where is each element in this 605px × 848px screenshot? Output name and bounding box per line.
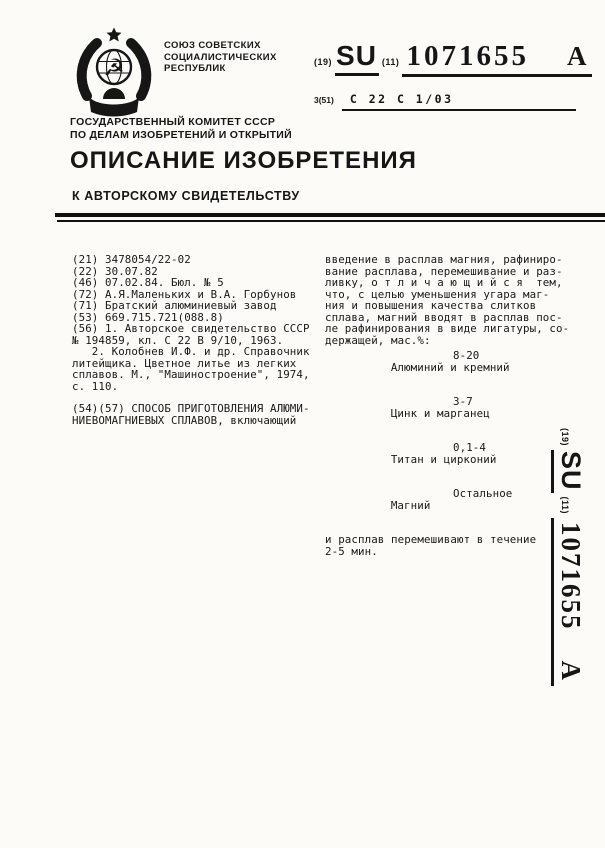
biblio-line: (22) 30.07.82 [72,264,158,278]
wreath-left [82,43,97,96]
composition-component: Титан и цирконий [390,452,497,466]
country-code-prefix: (19) [314,57,333,67]
composition-row [325,442,567,488]
page-subtitle: К АВТОРСКОМУ СВИДЕТЕЛЬСТВУ [72,189,300,203]
composition-row [325,350,567,396]
hammer-and-sickle-icon: ☭ [103,54,125,82]
claim-line: ле рафинирования в виде лигатуры, со- [325,322,570,335]
star-icon [106,28,121,42]
composition-component: Магний [390,498,431,512]
biblio-line: (46) 07.02.84. Бюл. № 5 [72,276,224,289]
divider-rule-thin [57,220,605,222]
composition-amount: 3-7 [453,395,473,408]
composition-component: Цинк и марганец [390,406,490,420]
biblio-line: (56) 1. Авторское свидетельство СССР [72,322,310,335]
biblio-line: сплавов. М., "Машиностроение", 1974, [72,368,310,381]
composition-row [325,396,567,442]
biblio-line: 2. Колобнев И.Ф. и др. Справочник [72,345,310,358]
composition-component: Алюминий и кремний [390,360,510,374]
kind-code: A [556,660,586,681]
doc-number: 1071655 [406,40,529,72]
composition-amount: Остальное [453,487,513,500]
claim-line: сплава, магний вводят в расплав пос- [325,310,563,324]
closing-line: и расплав перемешивают в течение [325,533,537,546]
biblio-line: № 194859, кл. С 22 В 9/10, 1963. [72,333,284,347]
ussr-coat-of-arms [72,26,156,120]
committee-line: ГОСУДАРСТВЕННЫЙ КОМИТЕТ СССР [70,116,276,128]
closing-line: 2-5 мин. [325,544,378,558]
union-name-line: СОЮЗ СОВЕТСКИХ [164,40,261,51]
union-name-line: РЕСПУБЛИК [164,63,226,74]
biblio-line: (72) А.Я.Маленьких и В.А. Горбунов [72,287,297,301]
claim-column [325,253,570,558]
sun-rays [103,88,125,99]
ipc-classification [314,92,576,111]
country-code: SU [551,450,586,493]
biblio-line: (71) Братский алюминиевый завод [72,299,277,312]
ribbon [89,97,139,117]
country-code-prefix: (19) [560,428,570,447]
doc-number: 1071655 [556,522,586,631]
composition-amount: 8-20 [453,349,480,362]
claim-line: ния и повышения качества слитков [325,299,537,312]
claim-title [72,403,324,426]
claim-title-line: (54)(57) СПОСОБ ПРИГОТОВЛЕНИЯ АЛЮМИ- [72,402,310,415]
union-name-line: СОЦИАЛИСТИЧЕСКИХ [164,51,277,63]
claim-line: что, с целью уменьшения угара маг- [325,287,550,301]
doc-number-group [402,40,592,77]
biblio-line: (21) 3478054/22-02 [72,253,191,266]
union-name [164,40,277,75]
biblio-line: (53) 669.715.721(088.8) [72,310,224,324]
country-code: SU [335,40,379,76]
kind-code: A [566,41,587,71]
claim-line: вание расплава, перемешивание и раз- [325,264,563,278]
composition-amount: 0,1-4 [453,441,487,454]
composition-row [325,488,567,534]
claim-line: ливку, о т л и ч а ю щ и й с я тем, [325,276,563,289]
publication-id [314,40,592,77]
ipc-code: С 22 С 1/03 [342,92,576,111]
claim-line: держащей, мас.%: [325,333,431,347]
doc-number-prefix: (11) [381,57,400,67]
claim-title-line: НИЕВОМАГНИЕВЫХ СПЛАВОВ, включающий [72,413,297,427]
ipc-prefix: 3(51) [314,95,334,105]
claim-line: введение в расплав магния, рафиниро- [325,253,563,266]
committee-line: ПО ДЕЛАМ ИЗОБРЕТЕНИЙ И ОТКРЫТИЙ [70,128,292,141]
ussr-coat-of-arms-graphic [72,26,156,120]
doc-number-group [551,518,586,686]
bibliographic-column [72,254,324,426]
side-doc-id [540,428,586,681]
committee-name [70,116,292,141]
doc-number-prefix: (11) [560,496,570,515]
biblio-line: с. 110. [72,379,119,393]
biblio-line: литейщика. Цветное литье из легких [72,356,297,370]
wreath-right [131,43,146,96]
alloy-composition-table [325,350,567,534]
page-title: ОПИСАНИЕ ИЗОБРЕТЕНИЯ [70,147,417,174]
divider-rule-thick [55,213,605,217]
